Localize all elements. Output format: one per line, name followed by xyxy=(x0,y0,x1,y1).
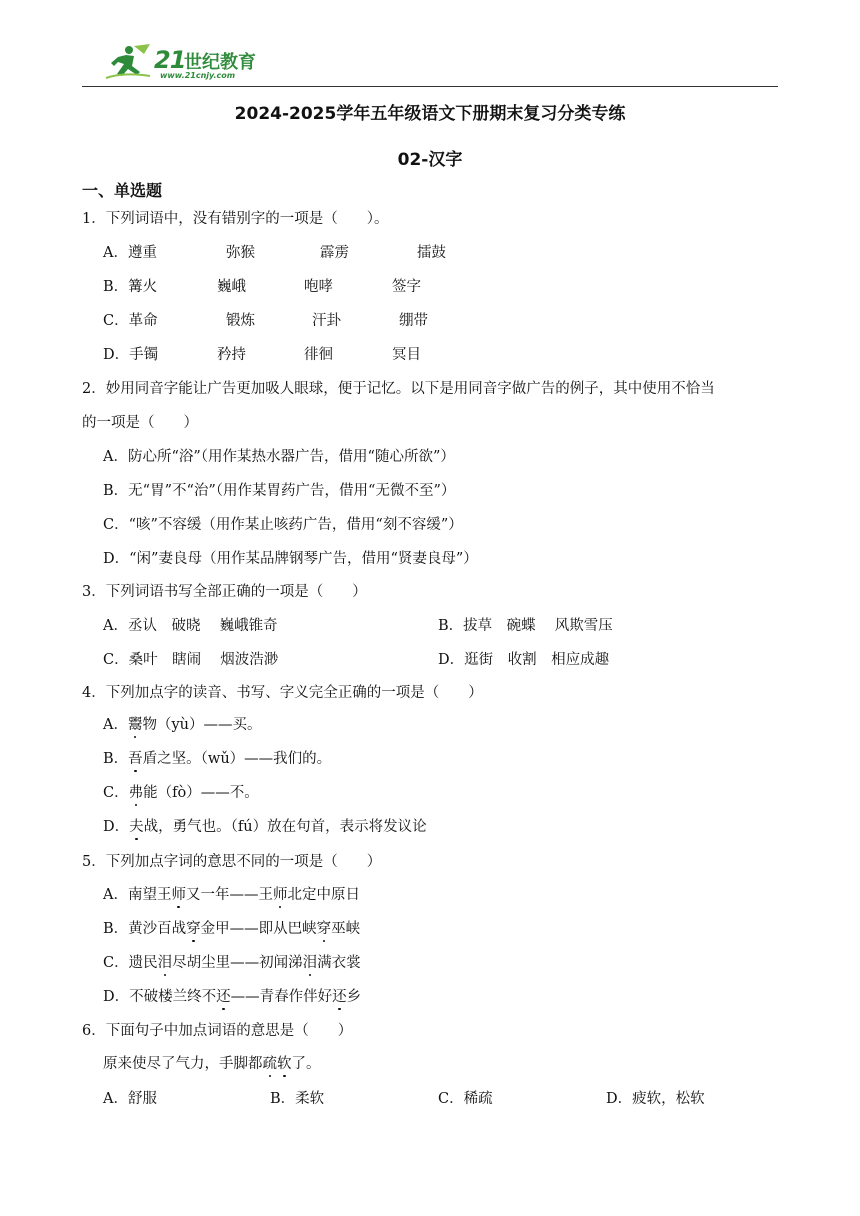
option-text: 盾之坚。（wǔ）——我们的。 xyxy=(142,751,332,767)
q1-option-b-word1: B．篝火 xyxy=(103,279,158,295)
option-text: ——青春作伴好 xyxy=(230,989,333,1005)
q3-option-b: B．拔草 碗蝶 风欺雪压 xyxy=(438,618,613,634)
question-1-stem: 1．下列词语中，没有错别字的一项是（ ）。 xyxy=(82,211,389,227)
q2-option-a: A．防心所“浴”（用作某热水器广告，借用“随心所欲”） xyxy=(103,449,455,465)
q2-option-d: D．“闲”妻良母（用作某品牌钢琴广告，借用“贤妻良母”） xyxy=(103,551,478,567)
q2-option-b: B．无“胃”不“治”（用作某胃药广告，借用“无微不至”） xyxy=(103,483,456,499)
dotted-char: 吾 xyxy=(128,751,143,767)
option-label: A． xyxy=(103,717,128,733)
page-header xyxy=(82,40,778,87)
dotted-char: 泪 xyxy=(157,955,173,971)
dotted-char: 师 xyxy=(272,887,288,903)
q1-option-c-word3: 汗卦 xyxy=(312,313,341,329)
page-title: 2024-2025学年五年级语文下册期末复习分类专练 xyxy=(234,104,626,124)
q4-option-c xyxy=(103,781,259,802)
q1-option-d-word2: 矜持 xyxy=(217,347,246,363)
q5-option-d xyxy=(103,985,361,1006)
q3-option-a: A．丞认 破晓 巍峨锥奇 xyxy=(103,618,278,634)
option-text: C．遗民 xyxy=(103,955,158,971)
q1-option-c-word2: 锻炼 xyxy=(226,313,255,329)
dotted-char: 泪 xyxy=(302,955,318,971)
q6-option-c: C．稀疏 xyxy=(438,1091,493,1107)
q1-option-a-word3: 霹雳 xyxy=(320,245,349,261)
question-3-stem: 3．下列词语书写全部正确的一项是（ ） xyxy=(82,584,367,600)
dotted-char: 穿 xyxy=(186,921,201,937)
q1-option-b-word2: 巍峨 xyxy=(217,279,246,295)
q5-option-b xyxy=(103,917,360,938)
dotted-char: 弗 xyxy=(128,785,144,801)
dotted-char: 鬻 xyxy=(127,717,143,733)
q1-option-d-word4: 冥目 xyxy=(392,347,421,363)
dotted-char: 穿 xyxy=(316,921,332,937)
q4-option-b xyxy=(103,747,331,768)
q4-option-a xyxy=(103,713,262,734)
dotted-char: 还 xyxy=(332,989,347,1005)
option-text: 乡 xyxy=(346,989,362,1005)
option-text: B．黄沙百战 xyxy=(103,921,187,937)
page-subtitle: 02-汉字 xyxy=(397,150,463,170)
dotted-char: 夫 xyxy=(129,819,144,835)
question-4-stem: 4．下列加点字的读音、书写、字义完全正确的一项是（ ） xyxy=(82,685,483,701)
logo-number: 21 xyxy=(154,46,186,74)
option-text: 尽胡尘里——初闻涕 xyxy=(172,955,303,971)
logo-url: www.21cnjy.com xyxy=(160,71,236,80)
q6-sentence xyxy=(103,1052,321,1073)
q6-option-b: B．柔软 xyxy=(270,1091,325,1107)
q1-option-a-word4: 擂鼓 xyxy=(417,245,446,261)
q1-option-b-word4: 签字 xyxy=(392,279,421,295)
q1-option-c-word1: C．革命 xyxy=(103,313,158,329)
option-text: 物（yù）——买。 xyxy=(142,717,262,733)
option-text: D．不破楼兰终不 xyxy=(103,989,217,1005)
q5-option-a xyxy=(103,883,360,904)
dotted-char: 师 xyxy=(171,887,186,903)
sentence-text: 原来使尽了气力，手脚都 xyxy=(103,1056,263,1072)
question-2-stem-line2: 的一项是（ ） xyxy=(82,415,198,431)
q1-option-d-word3: 徘徊 xyxy=(304,347,333,363)
q1-option-a-word2: 弥猴 xyxy=(226,245,255,261)
sentence-text: 了。 xyxy=(291,1056,321,1072)
option-text: 北定中原日 xyxy=(287,887,360,903)
option-text: 能（fò）——不。 xyxy=(143,785,259,801)
q1-option-d-word1: D．手镯 xyxy=(103,347,159,363)
option-label: D． xyxy=(103,819,130,835)
q6-option-d: D．疲软，松软 xyxy=(606,1091,705,1107)
q3-option-c: C．桑叶 瞎闹 烟波浩渺 xyxy=(103,652,279,668)
q5-option-c xyxy=(103,951,361,972)
dotted-char: 软 xyxy=(277,1056,292,1072)
q1-option-c-word4: 绷带 xyxy=(399,313,428,329)
section-heading: 一、单选题 xyxy=(82,181,163,200)
option-text: 金甲——即从巴峡 xyxy=(200,921,317,937)
question-2-stem-line1: 2．妙用同音字能让广告更加吸人眼球，便于记忆。以下是用同音字做广告的例子，其中使用不恰当 xyxy=(82,381,715,397)
logo-text: 世纪教育 xyxy=(184,52,256,73)
question-6-stem: 6．下面句子中加点词语的意思是（ ） xyxy=(82,1023,353,1039)
dotted-char: 疏 xyxy=(262,1056,277,1072)
option-text: 巫峡 xyxy=(331,921,361,937)
option-text: A．南望王 xyxy=(103,887,172,903)
q1-option-a-word1: A．遵重 xyxy=(103,245,157,261)
q2-option-c: C．“咳”不容缓（用作某止咳药广告，借用“刻不容缓”） xyxy=(103,517,463,533)
option-label: C． xyxy=(103,785,129,801)
option-text: 战，勇气也。（fú）放在句首，表示将发议论 xyxy=(143,819,427,835)
q4-option-d xyxy=(103,815,427,836)
q1-option-b-word3: 咆哮 xyxy=(304,279,333,295)
logo xyxy=(104,42,274,82)
question-5-stem: 5．下列加点字词的意思不同的一项是（ ） xyxy=(82,854,382,870)
q6-option-a: A．舒服 xyxy=(103,1091,157,1107)
runner-logo-icon xyxy=(104,42,154,82)
option-text: 满衣裳 xyxy=(317,955,361,971)
q3-option-d: D．逛街 收割 相应成趣 xyxy=(438,652,610,668)
option-label: B． xyxy=(103,751,129,767)
option-text: 又一年——王 xyxy=(185,887,273,903)
dotted-char: 还 xyxy=(216,989,231,1005)
